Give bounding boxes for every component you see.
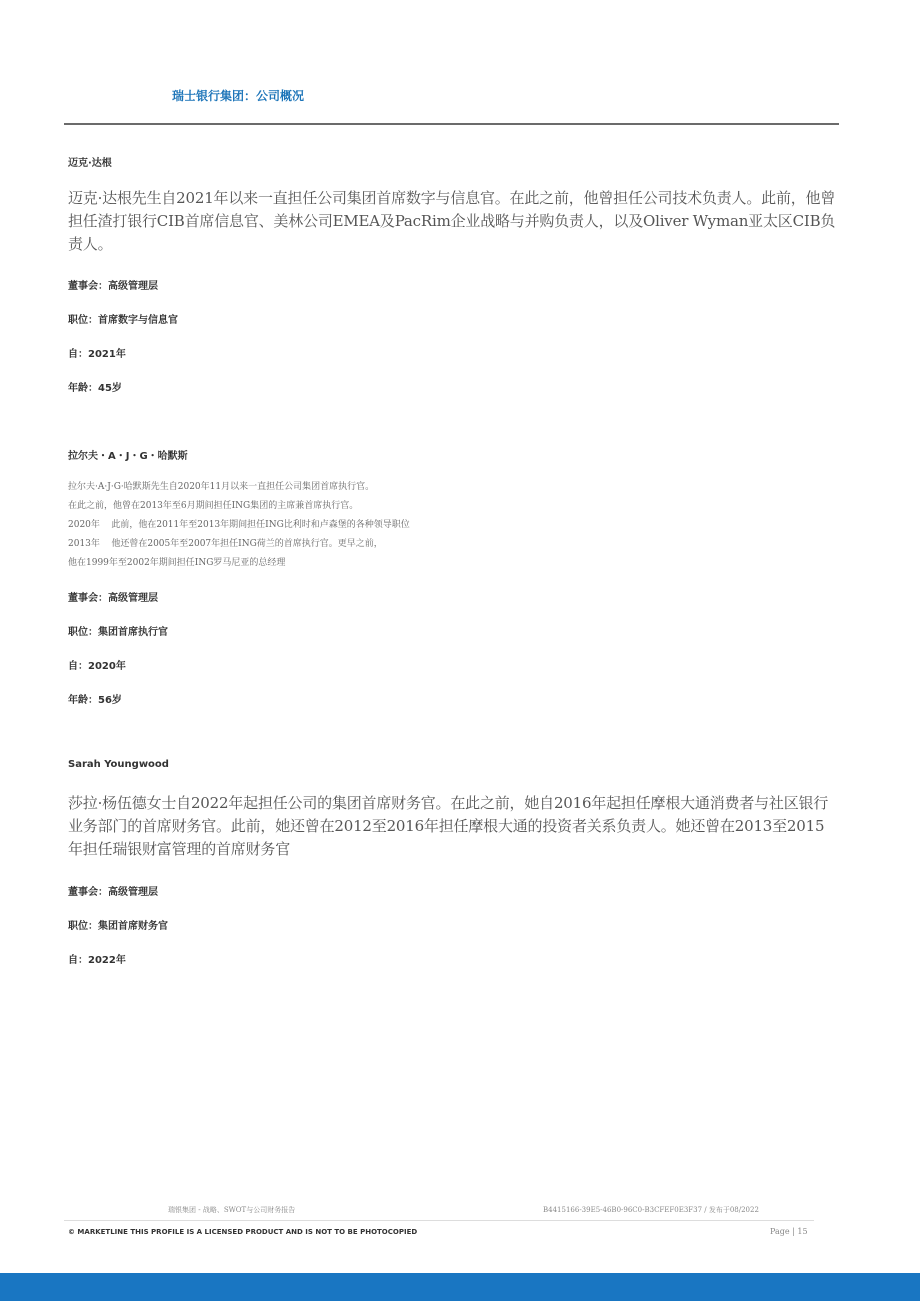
person-age: 年龄：56岁	[68, 695, 122, 706]
person-board: 董事会：高级管理层	[68, 281, 158, 292]
footer-copyright: © MARKETLINE THIS PROFILE IS A LICENSED PRODUCT AND IS NOT TO BE PHOTOCOPIED	[68, 1228, 418, 1236]
person-board: 董事会：高级管理层	[68, 593, 158, 604]
person-name-text: 迈克·达根	[68, 158, 112, 169]
bio-line: 2020年 此前，他在2011年至2013年期间担任ING比利时和卢森堡的各种领导职位	[68, 520, 410, 530]
bio-line: 拉尔夫·A·J·G·哈默斯先生自2020年11月以来一直担任公司集团首席执行官。	[68, 482, 375, 492]
person-name-text: 拉尔夫・A・J・G・哈默斯	[68, 451, 188, 462]
person-since: 自：2022年	[68, 955, 126, 966]
person-board: 董事会：高级管理层	[68, 887, 158, 898]
person-position: 职位：集团首席执行官	[68, 627, 168, 638]
person-name	[68, 447, 838, 462]
bottom-color-band	[0, 1273, 920, 1301]
page-number: Page | 15	[770, 1227, 808, 1236]
person-bio	[68, 478, 838, 573]
bio-line: 在此之前，他曾在2013年至6月期间担任ING集团的主席兼首席执行官。	[68, 501, 359, 511]
person-age: 年龄：45岁	[68, 383, 122, 394]
header-divider	[64, 123, 839, 125]
person-position: 职位：首席数字与信息官	[68, 315, 178, 326]
footer-report-title: 瑞银集团 - 战略、SWOT与公司财务报告	[168, 1206, 296, 1214]
person-name	[68, 154, 838, 169]
person-name-text: Sarah Youngwood	[68, 759, 169, 770]
person-since: 自：2020年	[68, 661, 126, 672]
page-header-title: 瑞士银行集团：公司概况	[172, 89, 305, 103]
person-bio: 迈克·达根先生自2021年以来一直担任公司集团首席数字与信息官。在此之前，他曾担任公司技术负责人。此前，他曾担任渣打银行CIB首席信息官、美林公司EMEA及PacRim企业战略与并购负责人，以及Oliver Wyman亚太区CIB负责人。	[68, 189, 836, 253]
bio-line: 2013年 他还曾在2005年至2007年担任ING荷兰的首席执行官。更早之前，	[68, 539, 383, 549]
person-since: 自：2021年	[68, 349, 126, 360]
person-bio: 莎拉·杨伍德女士自2022年起担任公司的集团首席财务官。在此之前，她自2016年起担任摩根大通消费者与社区银行业务部门的首席财务官。此前，她还曾在2012至2016年担任摩根大通的投资者关系负责人。她还曾在2013至2015年担任瑞银财富管理的首席财务官	[68, 794, 829, 858]
person-name	[68, 759, 838, 770]
person-position: 职位：集团首席财务官	[68, 921, 168, 932]
footer-divider	[64, 1220, 814, 1221]
bio-line: 他在1999年至2002年期间担任ING罗马尼亚的总经理	[68, 558, 286, 568]
footer-document-id: B4415166-39E5-46B0-96C0-B3CFEF0E3F37 / 发布于08/2022	[543, 1206, 759, 1214]
